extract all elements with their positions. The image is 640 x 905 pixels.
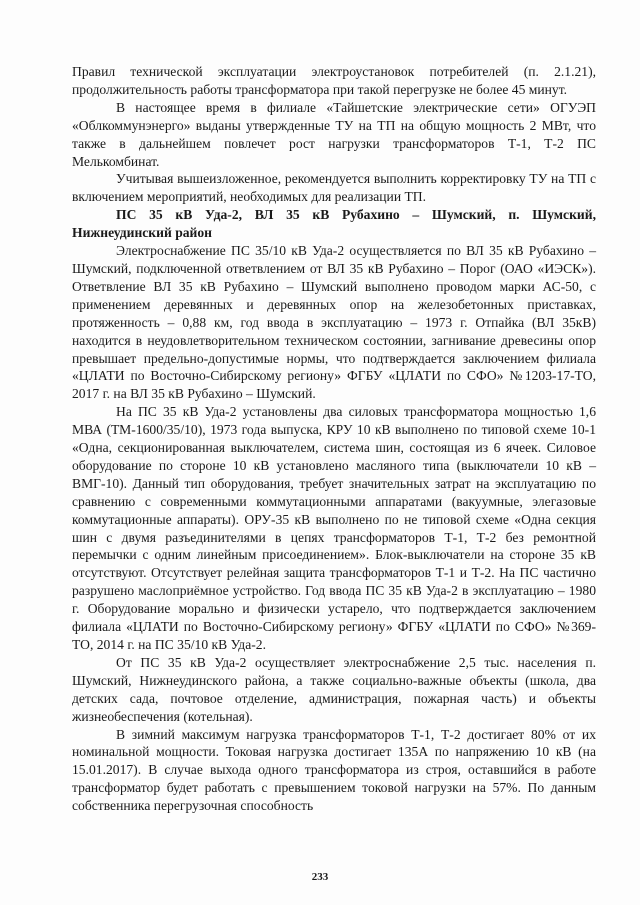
paragraph: На ПС 35 кВ Уда-2 установлены два силовых трансформатора мощностью 1,6 МВА (ТМ-1600/35/10), 1973 года выпуска, КРУ 10 кВ выполнено по типовой схеме 10-1 «Одна, секционированная выключателем, система шин, состоящая из 6 ячеек. Силовое оборудование по стороне 10 кВ установлено масляного типа (выключатели 10 кВ – ВМГ-10). Данный тип оборудования, требует значительных затрат на эксплуатацию по сравнению с современными коммутационными аппаратами (вакуумные, элегазовые коммутационные аппараты). ОРУ-35 кВ выполнено по не типовой схеме «Одна секция шин с двумя разъединителями в цепях трансформаторов Т-1, Т-2 без ремонтной перемычки с одним линейным присоединением». Блок-выключатели на стороне 35 кВ отсутствуют. Отсутствует релейная защита трансформаторов Т-1 и Т-2. На ПС частично разрушено маслоприёмное устройство. Год ввода ПС 35 кВ Уда-2 в эксплуатацию – 1980 г. Оборудование морально и физически устарело, что подтверждается заключением филиала «ЦЛАТИ по Восточно-Сибирскому региону» ФГБУ «ЦЛАТИ по СФО» №369-ТО, 2014 г. на ПС 35/10 кВ Уда-2.	[72, 404, 596, 652]
paragraph: От ПС 35 кВ Уда-2 осуществляет электроснабжение 2,5 тыс. населения п. Шумский, Нижнеудинского района, а также социально-важные объекты (школа, два детских сада, почтовое отделение, администрация, пожарная часть) и объекты жизнеобеспечения (котельная).	[72, 654, 596, 724]
body-text	[72, 63, 596, 815]
paragraph: Электроснабжение ПС 35/10 кВ Уда-2 осуществляется по ВЛ 35 кВ Рубахино – Шумский, подключенной ответвлением от ВЛ 35 кВ Рубахино – Порог (ОАО «ИЭСК»). Ответвление ВЛ 35 кВ Рубахино – Шумский выполнено проводом марки АС-50, с применением деревянных и деревянных опор на железобетонных приставках, протяженность – 0,88 км, год ввода в эксплуатацию – 1973 г. Отпайка (ВЛ 35кВ) находится в неудовлетворительном техническом состоянии, загнивание древесины опор превышает предельно-допустимые нормы, что подтверждается заключением филиала «ЦЛАТИ по Восточно-Сибирскому региону» ФГБУ «ЦЛАТИ по СФО» №1203-17-ТО, 2017 г. на ВЛ 35 кВ Рубахино – Шумский.	[72, 243, 596, 402]
section-heading: ПС 35 кВ Уда-2, ВЛ 35 кВ Рубахино – Шумский, п. Шумский, Нижнеудинский район	[72, 207, 596, 241]
paragraph: В настоящее время в филиале «Тайшетские электрические сети» ОГУЭП «Облкоммунэнерго» выданы утвержденные ТУ на ТП на общую мощность 2 МВт, что также в дальнейшем повлечет рост нагрузки трансформаторов Т-1, Т-2 ПС Мелькомбинат.	[72, 99, 596, 169]
paragraph: Учитывая вышеизложенное, рекомендуется выполнить корректировку ТУ на ТП с включением мероприятий, необходимых для реализации ТП.	[72, 171, 596, 205]
page-number: 233	[311, 871, 329, 883]
paragraph: В зимний максимум нагрузка трансформаторов Т-1, Т-2 достигает 80% от их номинальной мощности. Токовая нагрузка достигает 135А по напряжению 10 кВ (на 15.01.2017). В случае выхода одного трансформатора из строя, оставшийся в работе трансформатор будет работать с превышением токовой нагрузки на 57%. По данным собственника перегрузочная способность	[72, 726, 596, 814]
paragraph-continuation: Правил технической эксплуатации электроустановок потребителей (п. 2.1.21), продолжительность работы трансформатора при такой перегрузке не более 45 минут.	[72, 64, 596, 97]
